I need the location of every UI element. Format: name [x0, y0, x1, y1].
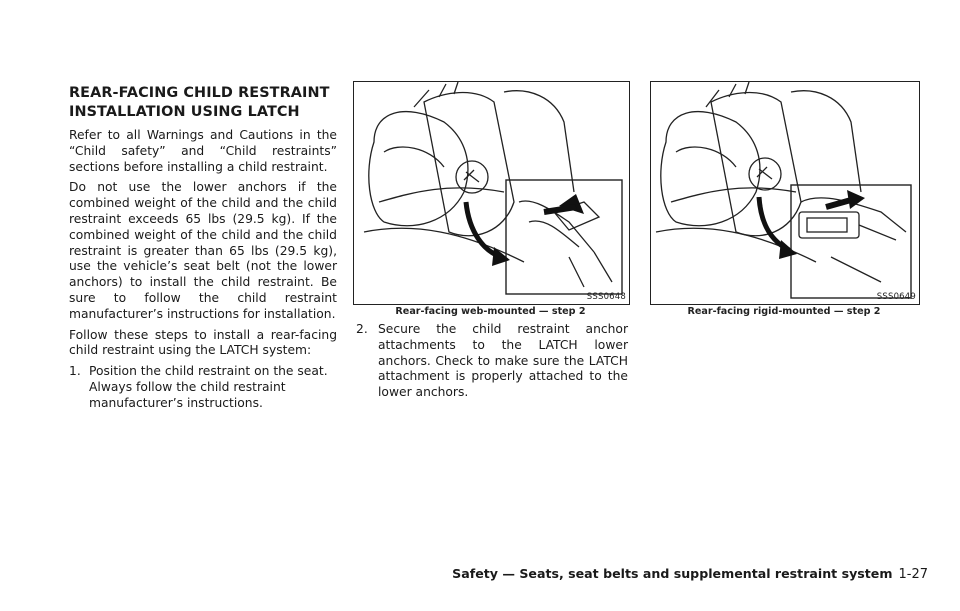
figure-code-1: SSS0648 — [586, 292, 626, 302]
figure-web-mounted — [353, 81, 630, 305]
warning-reference-paragraph: Refer to all Warnings and Cautions in the “Child safety” and “Child restraints” sections before installing a child restraint. — [69, 128, 337, 174]
figure-rigid-mounted — [650, 81, 920, 305]
heading-line-2: INSTALLATION USING LATCH — [69, 104, 300, 120]
intro-steps-paragraph: Follow these steps to install a rear-facing child restraint using the LATCH system: — [69, 327, 337, 358]
figure-caption-1: Rear-facing web-mounted — step 2 — [395, 306, 586, 317]
web-mounted-illustration — [354, 82, 629, 304]
step-2-text: Secure the child restraint anchor attachments to the LATCH lower anchors. Check to make sure the LATCH attachment is properly attached to the lower anchors. — [378, 322, 628, 400]
step-1-text: Position the child restraint on the seat. Always follow the child restraint manufacturer’s instructions. — [89, 364, 328, 410]
figure-code-2: SSS0649 — [876, 292, 916, 302]
step-1 — [69, 364, 337, 411]
figure-caption-2: Rear-facing rigid-mounted — step 2 — [687, 306, 881, 317]
page-number: 1-27 — [898, 567, 928, 582]
page-footer — [452, 566, 928, 582]
step-2-number: 2. — [356, 322, 368, 336]
heading-line-1: REAR-FACING CHILD RESTRAINT — [69, 85, 330, 101]
step-1-number: 1. — [69, 364, 81, 379]
footer-title: Safety — Seats, seat belts and supplemental restraint system — [452, 566, 893, 581]
left-column — [69, 84, 337, 417]
weight-limit-paragraph: Do not use the lower anchors if the combined weight of the child and the child restraint exceeds 65 lbs (29.5 kg). If the combined weight of the child and the child restraint is greater than 65 lbs (29.5 kg), use the vehicle’s seat belt (not the lower anchors) to install the child restraint. Be sure to follow the child restraint manufacturer’s instructions for installation. — [69, 180, 337, 321]
section-heading — [69, 84, 337, 122]
step-2 — [356, 322, 628, 401]
rigid-mounted-illustration — [651, 82, 919, 304]
